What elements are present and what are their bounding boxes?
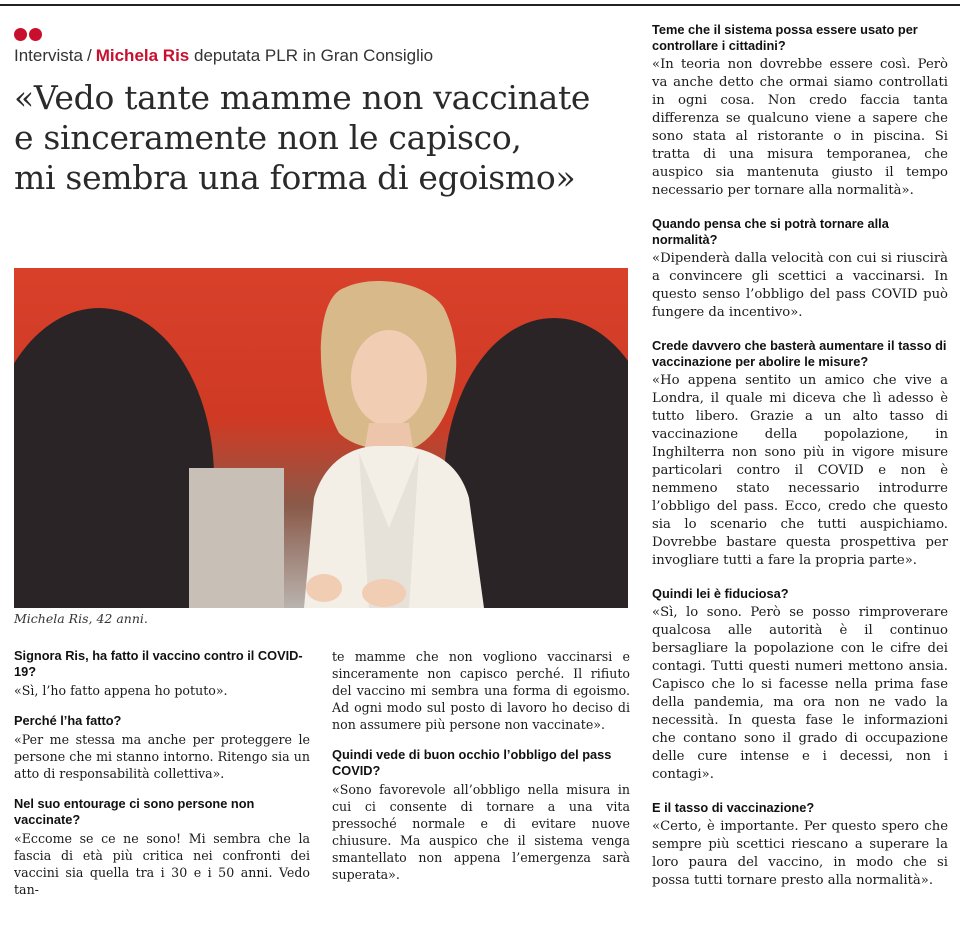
question: Quando pensa che si potrà tornare alla normalità? xyxy=(652,216,889,247)
answer: «Per me stessa ma anche per proteggere le persone che mi stanno intorno. Ritengo sia un atto di responsabilità collettiva». xyxy=(14,732,310,781)
headline-line: mi sembra una forma di egoismo» xyxy=(14,158,576,197)
column-2 xyxy=(332,648,630,897)
question: E il tasso di vaccinazione? xyxy=(652,800,815,815)
question: Quindi vede di buon occhio l’obbligo del pass COVID? xyxy=(332,747,612,778)
top-rule xyxy=(0,4,960,6)
answer: «Sono favorevole all’obbligo nella misura in cui ci consente di tornare a una vita pressoché normale e di evitare nuove chiusure. Ma auspico che il sistema venga smantellato non appena l’emergenza sarà superata». xyxy=(332,782,630,882)
answer: «Eccome se ce ne sono! Mi sembra che la fascia di età più critica nei confronti dei vaccini sia quella tra i 30 e i 50 anni. Vedo tan- xyxy=(14,831,310,897)
woman-figure xyxy=(14,268,628,608)
headline-line: «Vedo tante mamme non vaccinate xyxy=(14,78,591,117)
kicker xyxy=(14,46,433,66)
interviewee-name: Michela Ris xyxy=(95,46,190,65)
column-1 xyxy=(14,648,310,912)
portrait-photo xyxy=(14,268,628,608)
answer: «Sì, lo sono. Però se posso rimproverare qualcosa alle autorità è il continuo bersagliare la popolazione con le cifre dei contagi. Tutti questi numeri mettono ansia. Capisco che lo si facesse nella prima fase della pandemia, ma ora non ne vado la necessità. In questa fase le informazioni che contano sono il grado di occupazione delle cure intense e i decessi, non i contagi». xyxy=(652,605,948,782)
question: Signora Ris, ha fatto il vaccino contro il COVID-19? xyxy=(14,648,303,679)
headline xyxy=(14,78,634,198)
question: Perché l’ha fatto? xyxy=(14,713,122,728)
answer: «Certo, è importante. Per questo spero che sempre più scettici riescano a superare la loro paura del vaccino, in modo che si possa tutti tornare presto alla normalità». xyxy=(652,819,948,888)
interviewee-role: deputata PLR in Gran Consiglio xyxy=(194,46,434,65)
section-dots xyxy=(14,26,44,45)
answer: «In teoria non dovrebbe essere così. Però va anche detto che ormai siamo controllati in ogni cosa. Non credo faccia tanta differenza se qualcuno viene a sapere che sono stata al ristorante o in piscina. Si tratta di una misura temporanea, che auspico sia mantenuta giusto il tempo necessario per tornare alla normalità». xyxy=(652,57,948,198)
answer: «Dipenderà dalla velocità con cui si riuscirà a convincere gli scettici a vaccinarsi. In questo senso l’obbligo del pass COVID può fungere da incentivo». xyxy=(652,251,948,320)
headline-line: e sinceramente non le capisco, xyxy=(14,118,522,157)
red-dot xyxy=(14,28,27,41)
answer-continued: te mamme che non vogliono vaccinarsi e sinceramente non capisco perché. Il rifiuto del vaccino mi sembra una forma di egoismo. Ad ogni modo sul posto di lavoro ho deciso di non assumere più persone non vaccinate». xyxy=(332,649,630,732)
question: Quindi lei è fiduciosa? xyxy=(652,586,789,601)
question: Teme che il sistema possa essere usato per controllare i cittadini? xyxy=(652,22,918,53)
question: Nel suo entourage ci sono persone non vaccinate? xyxy=(14,796,255,827)
question: Crede davvero che basterà aumentare il tasso di vaccinazione per abolire le misure? xyxy=(652,338,947,369)
kicker-separator: / xyxy=(86,46,92,65)
answer: «Sì, l’ho fatto appena ho potuto». xyxy=(14,683,228,698)
answer: «Ho appena sentito un amico che vive a Londra, il quale mi diceva che lì adesso è tutto libero. Grazie a un alto tasso di vaccinazione della popolazione, in Inghilterra non sono più in vigore misure particolari contro il COVID e non è nemmeno stato necessario introdurre l’obbligo del pass. Ecco, credo che questo sia lo scenario che tutti auspichiamo. Dovrebbe bastare questa prospettiva per invogliare tutti a fare la propria parte». xyxy=(652,373,948,568)
red-dot xyxy=(29,28,42,41)
column-3 xyxy=(652,22,948,906)
photo-caption: Michela Ris, 42 anni. xyxy=(14,611,148,626)
section-label: Intervista xyxy=(14,46,83,65)
